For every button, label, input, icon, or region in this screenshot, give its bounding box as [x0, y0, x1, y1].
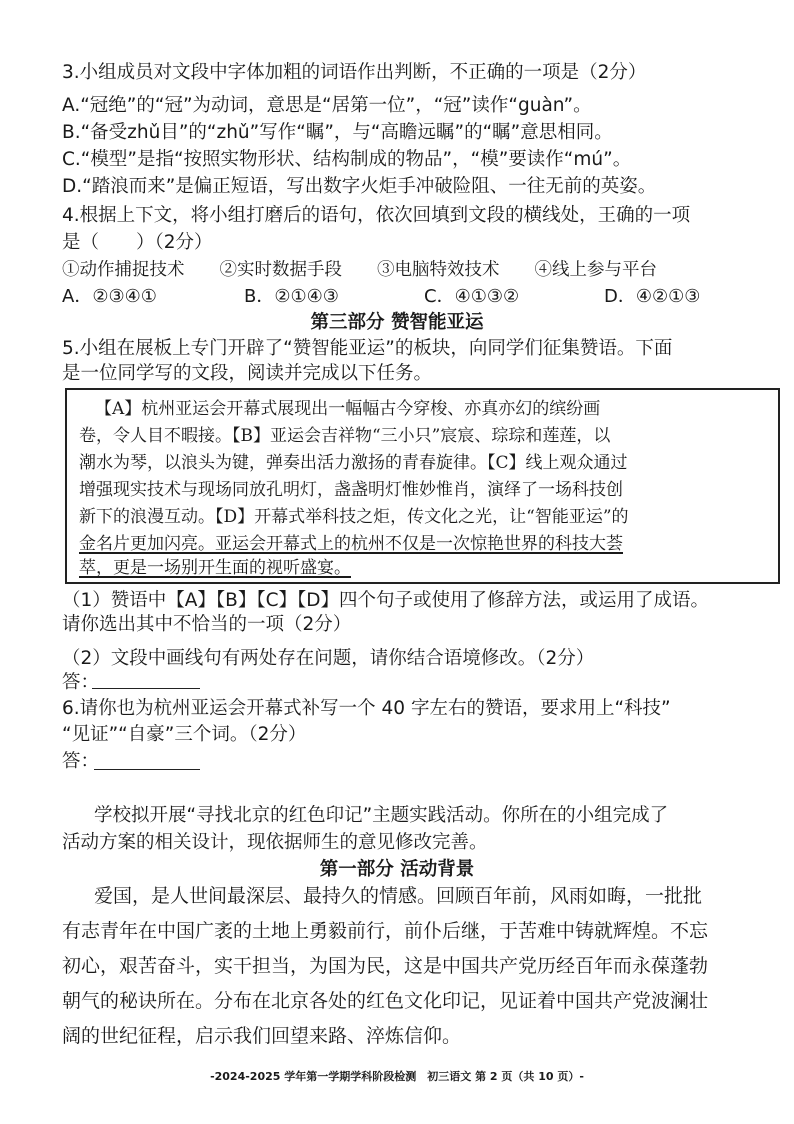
- intro-line2: 活动方案的相关设计，现依据师生的意见修改完善。: [62, 832, 488, 853]
- q3-option-d: D.“踏浪而来”是偏正短语，写出数字火炬手冲破险阻、一往无前的英姿。: [62, 176, 657, 197]
- q4-option-c: C．④①③②: [424, 286, 520, 307]
- q4-items: ①动作捕捉技术 ②实时数据手段 ③电脑特效技术 ④线上参与平台: [62, 260, 657, 280]
- passage-underlined-line: 萃，更是一场别开生面的视听盛宴。: [79, 558, 351, 578]
- intro-line1: 学校拟开展“寻找北京的红色印记”主题实践活动。你所在的小组完成了: [94, 805, 669, 826]
- background-line: 初心，艰苦奋斗，实干担当，为国为民，这是中国共产党历经百年而永葆蓬勃: [62, 955, 709, 977]
- background-line: 朝气的秘诀所在。分布在北京各处的红色文化印记，见证着中国共产党波澜壮: [62, 990, 709, 1012]
- q4-stem-line2: 是（ ）（2分）: [62, 232, 213, 253]
- q6-answer-label: 答：: [62, 751, 100, 772]
- q5-sub2: （2）文段中画线句有两处存在问题，请你结合语境修改。（2分）: [62, 648, 595, 669]
- q6-stem-line1: 6.请你也为杭州亚运会开幕式补写一个 40 字左右的赞语，要求用上“科技”: [62, 698, 671, 719]
- passage-line: 潮水为琴，以浪头为键，弹奏出活力激扬的青春旋律。【C】线上观众通过: [79, 453, 628, 473]
- section-title-part3: 第三部分 赞智能亚运: [310, 312, 484, 333]
- q5-answer-line[interactable]: [92, 688, 200, 689]
- passage-line: 新下的浪漫互动。【D】开幕式举科技之炬，传文化之光，让“智能亚运”的: [79, 507, 629, 527]
- q6-stem-line2: “见证”“自豪”三个词。（2分）: [62, 724, 307, 745]
- q3-option-a: A.“冠绝”的“冠”为动词，意思是“居第一位”，“冠”读作“guàn”。: [62, 95, 592, 116]
- passage-line: 增强现实技术与现场同放孔明灯，盏盏明灯惟妙惟肖，演绎了一场科技创: [79, 480, 623, 500]
- q3-option-c: C.“模型”是指“按照实物形状、结构制成的物品”，“模”要读作“mú”。: [62, 149, 632, 170]
- section-title-part1: 第一部分 活动背景: [319, 859, 475, 880]
- q3-stem: 3.小组成员对文段中字体加粗的词语作出判断，不正确的一项是（2分）: [62, 62, 647, 83]
- q6-answer-line[interactable]: [94, 769, 200, 770]
- background-line: 爱国，是人世间最深层、最持久的情感。回顾百年前，风雨如晦，一批批: [94, 885, 703, 907]
- q5-stem-line1: 5.小组在展板上专门开辟了“赞智能亚运”的板块，向同学们征集赞语。下面: [62, 338, 673, 359]
- praise-passage-box: [65, 388, 780, 584]
- q4-option-d: D．④②①③: [604, 286, 701, 307]
- page-footer: -2024-2025 学年第一学期学科阶段检测 初三语文 第 2 页（共 10 页）-: [210, 1070, 584, 1083]
- q4-option-b: B．②①④③: [244, 286, 339, 307]
- q5-sub1-line2: 请你选出其中不恰当的一项（2分）: [62, 614, 352, 635]
- q5-sub1-line1: （1）赞语中【A】【B】【C】【D】四个句子或使用了修辞方法，或运用了成语。: [62, 590, 710, 611]
- q4-option-a: A．②③④①: [62, 286, 157, 307]
- passage-underlined-line: 金名片更加闪亮。亚运会开幕式上的杭州不仅是一次惊艳世界的科技大荟: [79, 534, 623, 554]
- passage-line: 卷，令人目不暇接。【B】亚运会吉祥物“三小只”宸宸、琮琮和莲莲，以: [79, 426, 611, 446]
- background-line: 阔的世纪征程，启示我们回望来路、淬炼信仰。: [62, 1025, 462, 1047]
- passage-line: 【A】杭州亚运会开幕式展现出一幅幅古今穿梭、亦真亦幻的缤纷画: [95, 399, 601, 419]
- q3-option-b: B.“备受zhǔ目”的“zhǔ”写作“瞩”，与“高瞻远瞩”的“瞩”意思相同。: [62, 122, 613, 143]
- q5-stem-line2: 是一位同学写的文段，阅读并完成以下任务。: [62, 363, 433, 384]
- background-line: 有志青年在中国广袤的土地上勇毅前行，前仆后继，于苦难中铸就辉煌。不忘: [62, 920, 709, 942]
- q5-answer-label: 答：: [62, 672, 100, 693]
- q4-stem-line1: 4.根据上下文，将小组打磨后的语句，依次回填到文段的横线处，王确的一项: [62, 205, 691, 226]
